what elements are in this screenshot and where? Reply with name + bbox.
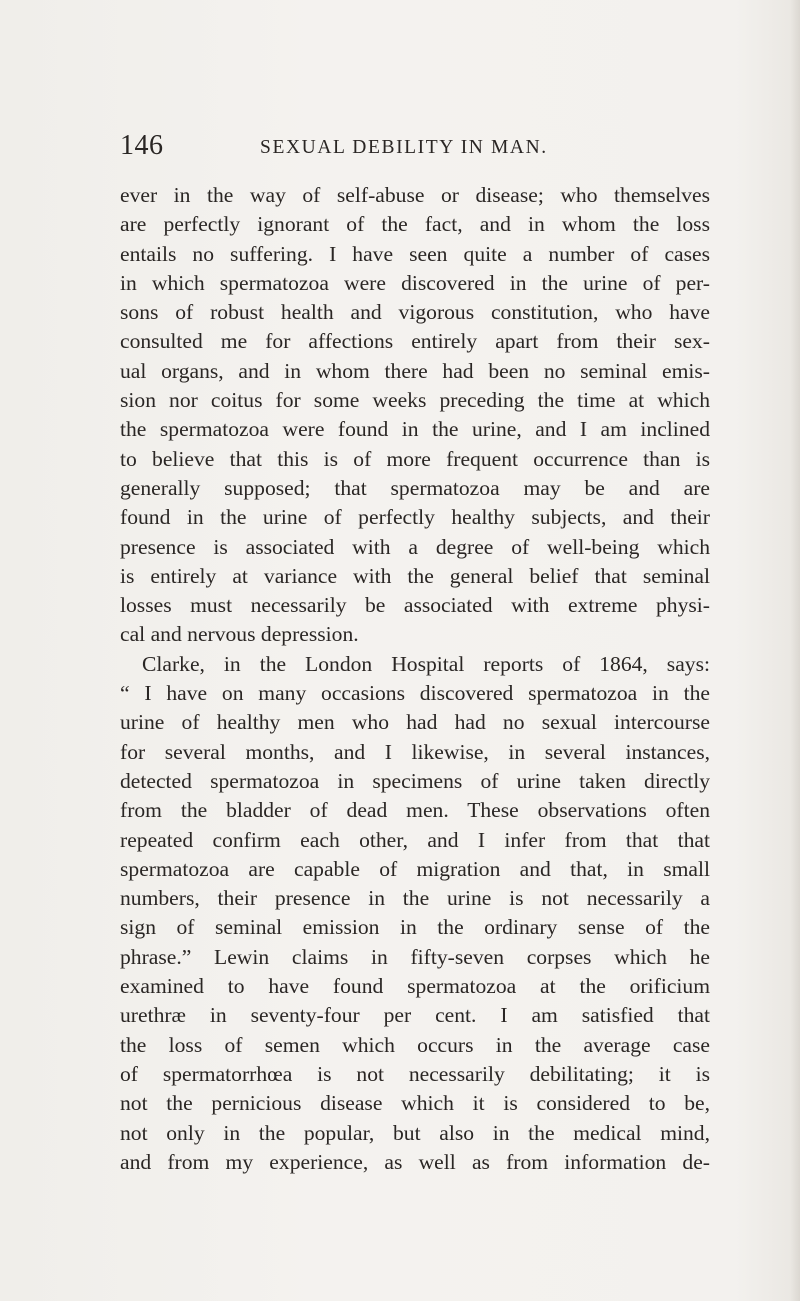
text-line: “ I have on many occasions discovered spermatozoa in the	[120, 681, 710, 706]
text-line: of spermatorrhœa is not necessarily debilitating; it is	[120, 1061, 710, 1086]
text-line: presence is associated with a degree of well-being which	[120, 534, 710, 559]
text-line: the loss of semen which occurs in the average case	[120, 1032, 710, 1057]
text-line: for several months, and I likewise, in several instances,	[120, 739, 710, 764]
page-edge-shadow	[790, 0, 800, 1301]
text-line: is entirely at variance with the general belief that seminal	[120, 563, 710, 588]
text-line: and from my experience, as well as from information de-	[120, 1149, 710, 1174]
text-line: generally supposed; that spermatozoa may be and are	[120, 475, 710, 500]
text-line-paragraph-start: Clarke, in the London Hospital reports of 1864, says:	[142, 651, 710, 676]
text-line: are perfectly ignorant of the fact, and in whom the loss	[120, 212, 710, 237]
text-line: repeated confirm each other, and I infer from that that	[120, 827, 710, 852]
running-head-title: SEXUAL DEBILITY IN MAN.	[260, 137, 548, 158]
text-line: sign of seminal emission in the ordinary sense of the	[120, 915, 710, 940]
running-head	[120, 130, 710, 166]
text-line: from the bladder of dead men. These observations often	[120, 798, 710, 823]
text-line: not the pernicious disease which it is considered to be,	[120, 1091, 710, 1116]
page-number: 146	[120, 130, 164, 161]
text-line: ever in the way of self-abuse or disease; who themselves	[120, 183, 710, 207]
text-line: numbers, their presence in the urine is not necessarily a	[120, 886, 710, 911]
text-line: losses must necessarily be associated with extreme physi-	[120, 593, 710, 618]
text-line: urine of healthy men who had had no sexual intercourse	[120, 710, 710, 735]
text-line: consulted me for affections entirely apart from their sex-	[120, 329, 710, 354]
text-line-paragraph-end: cal and nervous depression.	[120, 622, 359, 647]
text-line: found in the urine of perfectly healthy subjects, and their	[120, 505, 710, 530]
text-line: in which spermatozoa were discovered in the urine of per-	[120, 270, 710, 295]
text-line: examined to have found spermatozoa at the orificium	[120, 974, 710, 999]
text-line: the spermatozoa were found in the urine, and I am inclined	[120, 417, 710, 442]
text-line: ual organs, and in whom there had been no seminal emis-	[120, 358, 710, 383]
text-line: sons of robust health and vigorous constitution, who have	[120, 300, 710, 325]
text-line: urethræ in seventy-four per cent. I am satisfied that	[120, 1003, 710, 1028]
text-line: entails no suffering. I have seen quite a number of cases	[120, 241, 710, 266]
text-line: spermatozoa are capable of migration and that, in small	[120, 856, 710, 881]
text-line: not only in the popular, but also in the medical mind,	[120, 1120, 710, 1145]
text-line: detected spermatozoa in specimens of urine taken directly	[120, 768, 710, 793]
text-line: phrase.” Lewin claims in fifty-seven corpses which he	[120, 944, 710, 969]
text-line: sion nor coitus for some weeks preceding the time at which	[120, 388, 710, 413]
text-line: to believe that this is of more frequent occurrence than is	[120, 446, 710, 471]
body-text	[120, 181, 710, 1177]
